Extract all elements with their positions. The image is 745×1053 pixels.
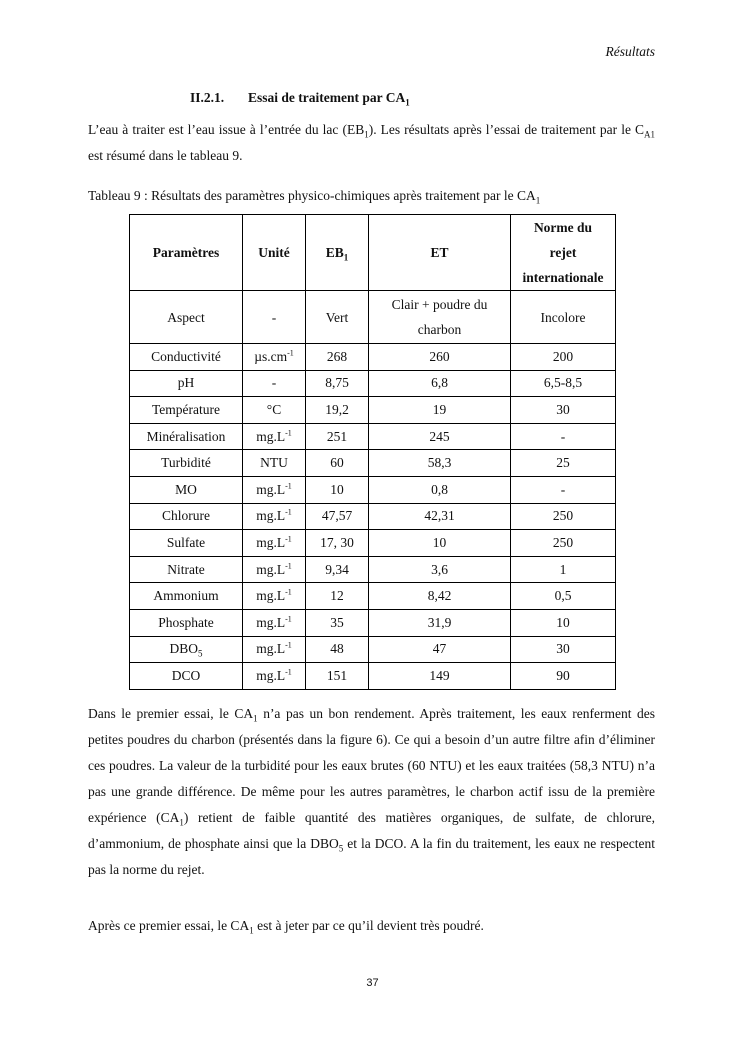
cell-norm: - <box>511 476 616 503</box>
cell-unit: NTU <box>243 450 306 477</box>
table-row <box>130 450 616 477</box>
table-row <box>130 663 616 690</box>
cell-unit: $mg.L^{-1}$ <box>243 663 306 690</box>
header-unite: Unité <box>243 215 306 291</box>
cell-unit: - <box>243 291 306 344</box>
cell-norm: Incolore <box>511 291 616 344</box>
table-row <box>130 556 616 583</box>
cell-et: 47 <box>369 636 511 663</box>
cell-et: 3,6 <box>369 556 511 583</box>
cell-et: 31,9 <box>369 609 511 636</box>
header-parametres: Paramètres <box>130 215 243 291</box>
section-number: II.2.1. <box>190 90 225 105</box>
cell-et: 42,31 <box>369 503 511 530</box>
cell-et: 6,8 <box>369 370 511 397</box>
cell-eb: 9,34 <box>306 556 369 583</box>
cell-et: 149 <box>369 663 511 690</box>
cell-et: 260 <box>369 344 511 371</box>
results-table <box>129 214 616 690</box>
cell-eb: Vert <box>306 291 369 344</box>
running-header: Résultats <box>605 44 655 59</box>
cell-param: pH <box>130 370 243 397</box>
section-title: Essai de traitement par CA <box>248 90 406 105</box>
cell-norm: 6,5-8,5 <box>511 370 616 397</box>
cell-param: Température <box>130 397 243 424</box>
cell-norm: 30 <box>511 397 616 424</box>
cell-et: 58,3 <box>369 450 511 477</box>
cell-param: Sulfate <box>130 530 243 557</box>
cell-norm: 200 <box>511 344 616 371</box>
cell-unit: $mg.L^{-1}$ <box>243 609 306 636</box>
cell-et: 8,42 <box>369 583 511 610</box>
cell-et: 10 <box>369 530 511 557</box>
table-row <box>130 503 616 530</box>
cell-norm: 250 <box>511 503 616 530</box>
header-norme: Norme du rejet internationale <box>511 215 616 291</box>
table-row <box>130 370 616 397</box>
cell-norm: 30 <box>511 636 616 663</box>
cell-eb: 48 <box>306 636 369 663</box>
cell-param: Conductivité <box>130 344 243 371</box>
section-title-subscript: 1 <box>405 97 410 108</box>
header-eb1: $EB_1$ <box>306 215 369 291</box>
cell-unit: $\mu s.cm^{-1}$ <box>243 344 306 371</box>
cell-eb: 151 <box>306 663 369 690</box>
cell-et: 19 <box>369 397 511 424</box>
cell-eb: 10 <box>306 476 369 503</box>
table-row <box>130 583 616 610</box>
table-caption: Tableau 9 : Résultats des paramètres physico-chimiques après traitement par le $CA_1$ <box>88 188 541 206</box>
table-row <box>130 423 616 450</box>
cell-eb: 8,75 <box>306 370 369 397</box>
table-header-row <box>130 215 616 291</box>
table-row <box>130 344 616 371</box>
cell-unit: °C <box>243 397 306 424</box>
cell-norm: 10 <box>511 609 616 636</box>
cell-et: 0,8 <box>369 476 511 503</box>
cell-param: Chlorure <box>130 503 243 530</box>
table-row <box>130 397 616 424</box>
cell-param: $DBO_5$ <box>130 636 243 663</box>
header-et: ET <box>369 215 511 291</box>
intro-paragraph: L’eau à traiter est l’eau issue à l’entrée du lac $(EB_1)$. Les résultats après l’essai de traitement par le $C_{A1}$ est résumé dans le tableau 9. <box>88 122 655 163</box>
cell-unit: $mg.L^{-1}$ <box>243 636 306 663</box>
cell-norm: 1 <box>511 556 616 583</box>
cell-norm: - <box>511 423 616 450</box>
cell-unit: $mg.L^{-1}$ <box>243 530 306 557</box>
cell-param: MO <box>130 476 243 503</box>
table-row <box>130 291 616 344</box>
cell-unit: $mg.L^{-1}$ <box>243 503 306 530</box>
cell-unit: - <box>243 370 306 397</box>
cell-norm: 250 <box>511 530 616 557</box>
cell-param: Minéralisation <box>130 423 243 450</box>
cell-eb: 251 <box>306 423 369 450</box>
cell-et: Clair + poudre du charbon <box>369 291 511 344</box>
table-row <box>130 476 616 503</box>
table-row <box>130 530 616 557</box>
page-number: 37 <box>366 977 379 989</box>
cell-param: Ammonium <box>130 583 243 610</box>
cell-eb: 47,57 <box>306 503 369 530</box>
cell-eb: 19,2 <box>306 397 369 424</box>
table-row <box>130 636 616 663</box>
cell-param: Aspect <box>130 291 243 344</box>
section-heading <box>190 90 410 106</box>
cell-param: Turbidité <box>130 450 243 477</box>
cell-eb: 60 <box>306 450 369 477</box>
cell-unit: $mg.L^{-1}$ <box>243 556 306 583</box>
cell-eb: 12 <box>306 583 369 610</box>
cell-norm: 25 <box>511 450 616 477</box>
cell-unit: $mg.L^{-1}$ <box>243 476 306 503</box>
cell-norm: 0,5 <box>511 583 616 610</box>
cell-et: 245 <box>369 423 511 450</box>
cell-norm: 90 <box>511 663 616 690</box>
cell-eb: 35 <box>306 609 369 636</box>
cell-unit: $mg.L^{-1}$ <box>243 423 306 450</box>
discussion-paragraph: Dans le premier essai, le $CA_1$ n’a pas un bon rendement. Après traitement, les eaux renferment des petites poudres du charbon (présentés dans la figure 6). Ce qui a besoin d’un autre filtre afin d’éliminer ces poudres. La valeur de la turbidité pour les eaux brutes (60 NTU) et les eaux traitées (58,3 NTU) n’a pas une grande différence. De même pour les autres paramètres, le charbon actif issu de la première expérience $(CA_1)$ retient de faible quantité des matières organiques, de sulfate, de chlorure, d’ammonium, de phosphate ainsi que la $DBO_5$ et la DCO. A la fin du traitement, les eaux ne respectent pas la norme du rejet. <box>88 706 655 877</box>
cell-param: DCO <box>130 663 243 690</box>
cell-param: Phosphate <box>130 609 243 636</box>
cell-eb: 17, 30 <box>306 530 369 557</box>
cell-unit: $mg.L^{-1}$ <box>243 583 306 610</box>
cell-eb: 268 <box>306 344 369 371</box>
conclusion-paragraph: Après ce premier essai, le $CA_1$ est à jeter par ce qu’il devient très poudré. <box>88 918 484 936</box>
cell-param: Nitrate <box>130 556 243 583</box>
table-row <box>130 609 616 636</box>
